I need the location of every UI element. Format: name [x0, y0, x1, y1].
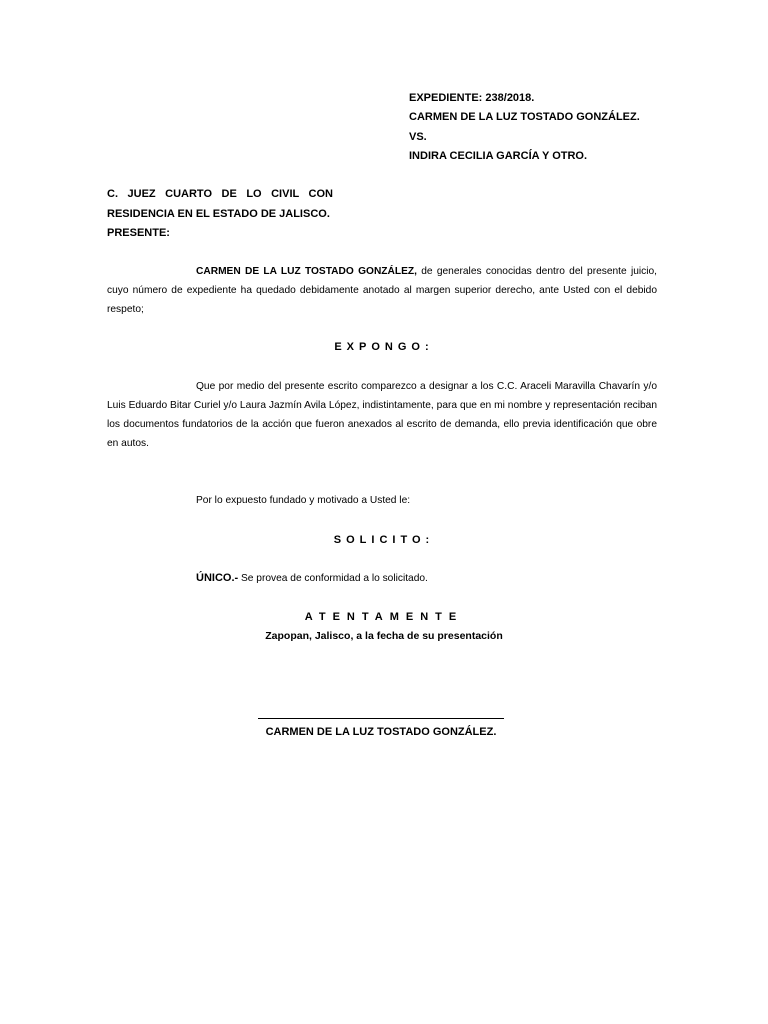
atentamente-heading: ATENTAMENTE	[304, 611, 464, 623]
solicito-heading: SOLICITO:	[333, 534, 435, 546]
body-paragraph	[107, 377, 657, 453]
closing-line: Por lo expuesto fundado y motivado a Usted le:	[196, 495, 411, 506]
signature-line	[258, 718, 504, 719]
intro-paragraph	[107, 262, 657, 319]
case-number: EXPEDIENTE: 238/2018.	[409, 92, 535, 104]
addressee-line-3: PRESENTE:	[107, 227, 170, 239]
signature-name: CARMEN DE LA LUZ TOSTADO GONZÁLEZ.	[265, 726, 497, 738]
intro-name: CARMEN DE LA LUZ TOSTADO GONZÁLEZ,	[196, 266, 417, 277]
intro-text: de generales conocidas dentro del presente juicio, cuyo número de expediente ha quedado debidamente anotado al margen superior derecho, ante Usted con el debido respeto;	[107, 266, 657, 315]
versus-label: VS.	[409, 131, 427, 143]
place-date: Zapopan, Jalisco, a la fecha de su presentación	[265, 630, 503, 642]
defendant-name: INDIRA CECILIA GARCÍA Y OTRO.	[409, 150, 588, 162]
body-text: Que por medio del presente escrito comparezco a designar a los C.C. Araceli Maravilla Chavarín y/o Luis Eduardo Bitar Curiel y/o Laura Jazmín Avila López, indistintamente, para que en mi nombre y representación reciban los documentos fundatorios de la acción que fueron anexados al escrito de demanda, ello previa identificación que obre en autos.	[107, 381, 657, 449]
unico-label: ÚNICO.-	[196, 572, 239, 584]
unico-text: Se provea de conformidad a lo solicitado.	[238, 573, 428, 584]
plaintiff-name: CARMEN DE LA LUZ TOSTADO GONZÁLEZ.	[409, 111, 640, 123]
unico-line	[196, 572, 428, 584]
expongo-heading: EXPONGO:	[334, 341, 434, 353]
addressee-line-1: C. JUEZ CUARTO DE LO CIVIL CON	[107, 188, 333, 200]
addressee-line-2: RESIDENCIA EN EL ESTADO DE JALISCO.	[107, 208, 330, 220]
